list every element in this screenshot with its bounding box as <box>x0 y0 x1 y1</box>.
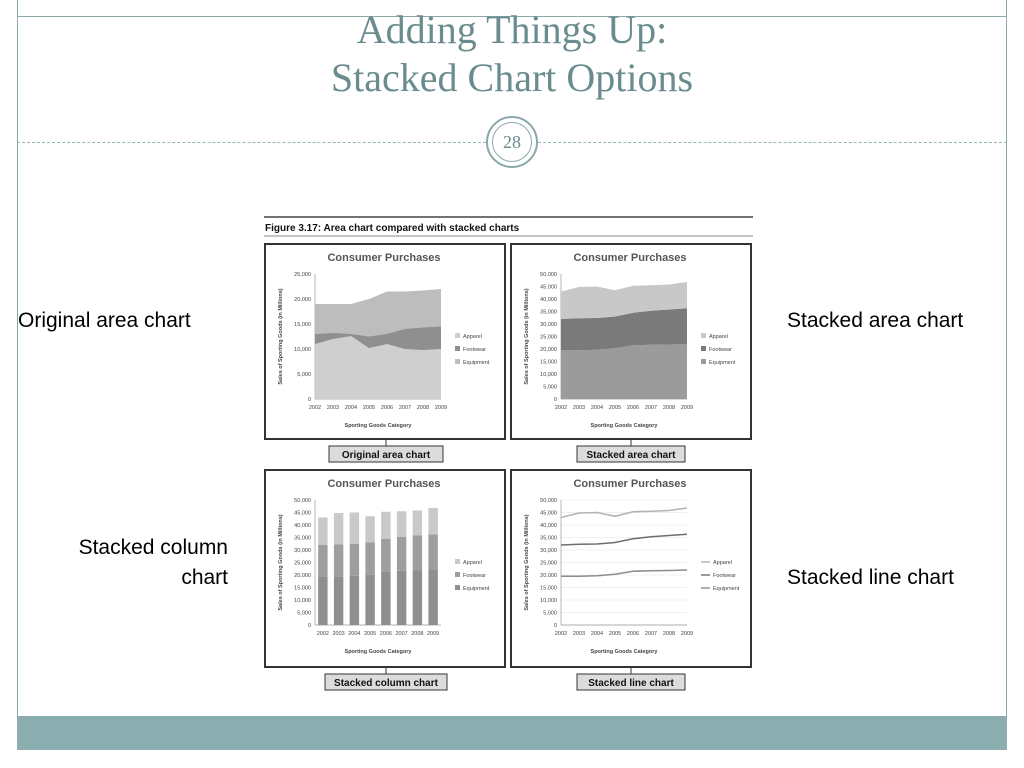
y-tick-label: 35,000 <box>294 535 311 542</box>
y-tick-label: 15,000 <box>294 322 311 328</box>
x-axis-label: Sporting Goods Category <box>590 423 658 429</box>
y-axis-label: Sales of Sporting Goods (in Millions) <box>278 288 284 385</box>
y-axis-label: Sales of Sporting Goods (in Millions) <box>524 288 530 385</box>
bar-footwear-2007 <box>397 537 406 571</box>
legend-swatch <box>701 346 706 351</box>
legend-swatch <box>455 559 460 564</box>
bar-equipment-2002 <box>318 576 327 625</box>
y-tick-label: 0 <box>307 623 311 629</box>
x-tick-label: 2006 <box>379 631 392 637</box>
x-tick-label: 2009 <box>680 405 694 411</box>
legend-label-equipment: Equipment <box>463 586 490 592</box>
chart-2 <box>511 244 751 462</box>
legend-swatch <box>455 572 460 577</box>
legend-label-equipment: Equipment <box>709 360 736 366</box>
x-tick-label: 2006 <box>626 405 640 411</box>
chart-title: Consumer Purchases <box>573 252 687 264</box>
y-tick-label: 15,000 <box>294 585 311 592</box>
x-tick-label: 2002 <box>554 405 568 411</box>
x-tick-label: 2007 <box>644 631 658 637</box>
x-tick-label: 2002 <box>308 405 322 411</box>
y-tick-label: 45,000 <box>294 510 311 517</box>
charts-group <box>265 244 751 690</box>
legend-label-footwear: Footwear <box>709 347 732 353</box>
x-tick-label: 2007 <box>395 631 408 637</box>
x-tick-label: 2009 <box>434 405 448 411</box>
y-tick-label: 5,000 <box>297 372 311 378</box>
legend-swatch <box>455 585 460 590</box>
page-number: 28 <box>492 122 532 162</box>
bar-apparel-2003 <box>334 513 343 544</box>
y-tick-label: 0 <box>307 397 311 403</box>
chart-3 <box>265 470 505 690</box>
y-tick-label: 20,000 <box>294 573 311 579</box>
chart-4 <box>511 470 751 690</box>
x-tick-label: 2004 <box>590 405 604 411</box>
x-tick-label: 2004 <box>590 631 604 637</box>
x-tick-label: 2009 <box>427 631 440 637</box>
legend-swatch <box>701 359 706 364</box>
y-tick-label: 25,000 <box>294 272 311 278</box>
x-tick-label: 2005 <box>364 631 377 637</box>
chart-caption: Original area chart <box>341 450 431 461</box>
y-tick-label: 40,000 <box>540 297 557 303</box>
x-tick-label: 2002 <box>554 631 568 637</box>
y-tick-label: 20,000 <box>540 347 557 353</box>
y-tick-label: 10,000 <box>540 372 557 378</box>
legend-label-apparel: Apparel <box>713 560 732 566</box>
y-tick-label: 35,000 <box>540 309 557 316</box>
bar-footwear-2003 <box>334 544 343 576</box>
chart-caption: Stacked column chart <box>334 678 438 689</box>
y-tick-label: 30,000 <box>540 322 557 328</box>
y-tick-label: 50,000 <box>540 272 557 278</box>
y-tick-label: 50,000 <box>294 498 311 504</box>
y-tick-label: 0 <box>553 623 557 629</box>
legend-label-footwear: Footwear <box>463 573 486 579</box>
y-tick-label: 50,000 <box>540 498 557 504</box>
y-tick-label: 5,000 <box>297 610 311 617</box>
x-tick-label: 2009 <box>680 631 694 637</box>
bar-footwear-2008 <box>413 536 422 571</box>
y-axis-label: Sales of Sporting Goods (in Millions) <box>278 514 284 611</box>
bar-apparel-2005 <box>365 516 374 542</box>
y-tick-label: 15,000 <box>540 585 557 592</box>
slide-title-line1: Adding Things Up: <box>356 7 668 52</box>
bar-apparel-2004 <box>350 513 359 545</box>
y-tick-label: 20,000 <box>540 573 557 579</box>
bar-apparel-2007 <box>397 511 406 537</box>
label-stacked-area-chart: Stacked area chart <box>787 309 964 332</box>
label-original-area-chart: Original area chart <box>18 309 191 332</box>
y-tick-label: 5,000 <box>543 384 557 391</box>
y-tick-label: 30,000 <box>540 548 557 554</box>
x-tick-label: 2006 <box>626 631 640 637</box>
bar-equipment-2008 <box>413 571 422 626</box>
bar-equipment-2009 <box>428 570 437 625</box>
chart-title: Consumer Purchases <box>327 252 441 264</box>
y-tick-label: 40,000 <box>540 523 557 529</box>
legend-swatch <box>455 359 460 364</box>
y-tick-label: 5,000 <box>543 610 557 617</box>
x-tick-label: 2008 <box>662 631 676 637</box>
chart-title: Consumer Purchases <box>327 478 441 490</box>
y-axis-label: Sales of Sporting Goods (in Millions) <box>524 514 530 611</box>
y-tick-label: 25,000 <box>540 560 557 567</box>
y-tick-label: 0 <box>553 397 557 403</box>
x-tick-label: 2003 <box>326 405 340 411</box>
x-tick-label: 2006 <box>380 405 394 411</box>
bar-footwear-2004 <box>350 544 359 576</box>
y-tick-label: 20,000 <box>294 297 311 303</box>
x-tick-label: 2007 <box>398 405 412 411</box>
x-tick-label: 2004 <box>348 631 361 637</box>
x-tick-label: 2008 <box>416 405 430 411</box>
bar-apparel-2002 <box>318 518 327 546</box>
bar-equipment-2007 <box>397 571 406 625</box>
x-tick-label: 2008 <box>662 405 676 411</box>
bar-apparel-2006 <box>381 512 390 539</box>
y-tick-label: 45,000 <box>540 284 557 291</box>
y-tick-label: 35,000 <box>540 535 557 542</box>
legend-label-footwear: Footwear <box>713 573 736 579</box>
y-tick-label: 25,000 <box>540 334 557 341</box>
legend-label-equipment: Equipment <box>713 586 740 592</box>
slide-title-line2: Stacked Chart Options <box>330 55 694 100</box>
y-tick-label: 25,000 <box>294 560 311 567</box>
x-tick-label: 2005 <box>608 405 622 411</box>
x-tick-label: 2003 <box>572 405 586 411</box>
x-tick-label: 2008 <box>411 631 424 637</box>
x-tick-label: 2007 <box>644 405 658 411</box>
y-tick-label: 30,000 <box>294 548 311 554</box>
y-tick-label: 45,000 <box>540 510 557 517</box>
legend-label-footwear: Footwear <box>463 347 486 353</box>
area-equipment <box>561 344 687 399</box>
bar-apparel-2008 <box>413 511 422 536</box>
y-tick-label: 10,000 <box>294 598 311 604</box>
bar-equipment-2005 <box>365 574 374 625</box>
chart-caption: Stacked line chart <box>588 678 674 689</box>
y-tick-label: 15,000 <box>540 359 557 366</box>
x-tick-label: 2005 <box>362 405 376 411</box>
label-stacked-line-chart: Stacked line chart <box>787 566 954 589</box>
x-tick-label: 2003 <box>572 631 586 637</box>
bar-footwear-2009 <box>428 534 437 570</box>
y-tick-label: 10,000 <box>294 347 311 353</box>
x-axis-label: Sporting Goods Category <box>344 649 412 655</box>
bar-footwear-2005 <box>365 543 374 575</box>
label-stacked-column-line1: Stacked column <box>78 536 228 559</box>
legend-label-apparel: Apparel <box>463 560 482 566</box>
y-tick-label: 40,000 <box>294 523 311 529</box>
x-tick-label: 2004 <box>344 405 358 411</box>
legend-swatch <box>455 346 460 351</box>
x-tick-label: 2003 <box>332 631 345 637</box>
legend-swatch <box>455 333 460 338</box>
bar-apparel-2009 <box>428 508 437 534</box>
x-tick-label: 2002 <box>316 631 329 637</box>
bar-equipment-2003 <box>334 576 343 625</box>
bar-footwear-2006 <box>381 539 390 572</box>
bar-footwear-2002 <box>318 545 327 576</box>
legend-swatch <box>701 333 706 338</box>
label-stacked-column-line2: chart <box>181 566 228 589</box>
chart-1 <box>265 244 505 462</box>
x-tick-label: 2005 <box>608 631 622 637</box>
legend-label-equipment: Equipment <box>463 360 490 366</box>
y-tick-label: 10,000 <box>540 598 557 604</box>
bar-equipment-2006 <box>381 571 390 625</box>
legend-label-apparel: Apparel <box>709 334 728 340</box>
bar-equipment-2004 <box>350 576 359 625</box>
figure-caption: Figure 3.17: Area chart compared with stacked charts <box>265 223 520 234</box>
chart-caption: Stacked area chart <box>586 450 676 461</box>
x-axis-label: Sporting Goods Category <box>590 649 658 655</box>
legend-label-apparel: Apparel <box>463 334 482 340</box>
x-axis-label: Sporting Goods Category <box>344 423 412 429</box>
chart-title: Consumer Purchases <box>573 478 687 490</box>
